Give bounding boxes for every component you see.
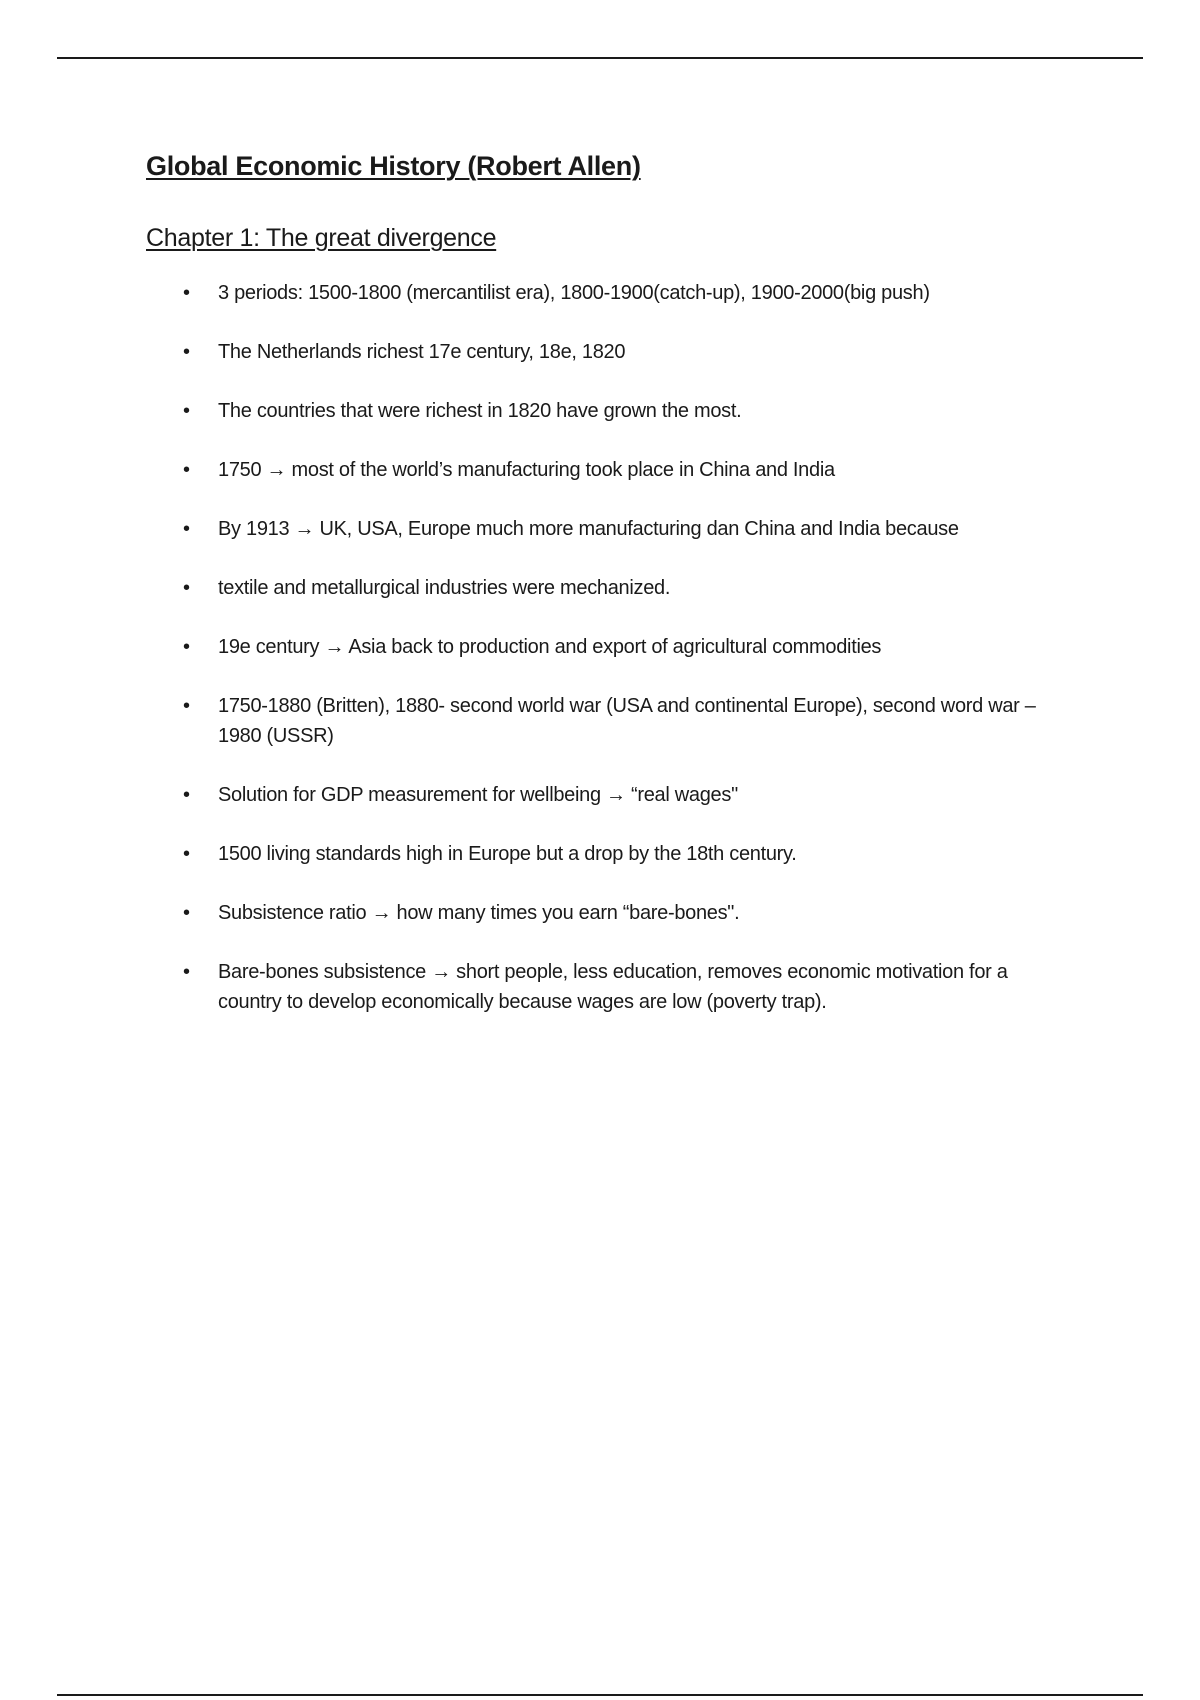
bullet-item — [146, 514, 1076, 544]
bullet-text: 19e century → Asia back to production and export of agricultural commodities — [218, 636, 882, 658]
bullet-icon: • — [183, 843, 190, 865]
bullet-text: Bare-bones subsistence → short people, less education, removes economic motivation for a country to develop economically because wages are low (poverty trap). — [218, 961, 1008, 1013]
bullet-text: Solution for GDP measurement for wellbeing → “real wages" — [218, 784, 738, 806]
bullet-item — [146, 396, 1076, 426]
document-body — [146, 146, 1076, 1046]
bullet-text: textile and metallurgical industries were mechanized. — [218, 577, 671, 599]
bullet-text: Subsistence ratio → how many times you earn “bare-bones". — [218, 902, 740, 924]
bullet-icon: • — [183, 784, 190, 806]
bullet-item — [146, 780, 1076, 810]
page-top-rule — [57, 57, 1143, 59]
bullet-icon: • — [183, 961, 190, 983]
page-bottom-rule — [57, 1694, 1143, 1696]
bullet-icon: • — [183, 518, 190, 540]
chapter-title: Chapter 1: The great divergence — [146, 224, 497, 252]
bullet-item — [146, 898, 1076, 928]
bullet-item — [146, 691, 1076, 751]
bullet-item — [146, 839, 1076, 869]
bullet-icon: • — [183, 695, 190, 717]
bullet-icon: • — [183, 902, 190, 924]
bullet-list — [146, 278, 1076, 1017]
bullet-item — [146, 632, 1076, 662]
bullet-text: The Netherlands richest 17e century, 18e, 1820 — [218, 341, 626, 363]
bullet-icon: • — [183, 341, 190, 363]
bullet-icon: • — [183, 400, 190, 422]
bullet-icon: • — [183, 459, 190, 481]
bullet-icon: • — [183, 577, 190, 599]
bullet-text: 1500 living standards high in Europe but a drop by the 18th century. — [218, 843, 797, 865]
bullet-item — [146, 573, 1076, 603]
bullet-item — [146, 957, 1076, 1017]
bullet-text: 1750 → most of the world’s manufacturing took place in China and India — [218, 459, 835, 481]
bullet-item — [146, 337, 1076, 367]
bullet-text: 3 periods: 1500-1800 (mercantilist era), 1800-1900(catch-up), 1900-2000(big push) — [218, 282, 930, 304]
bullet-item — [146, 455, 1076, 485]
bullet-text: The countries that were richest in 1820 have grown the most. — [218, 400, 742, 422]
document-title: Global Economic History (Robert Allen) — [146, 151, 641, 181]
bullet-text: By 1913 → UK, USA, Europe much more manufacturing dan China and India because — [218, 518, 959, 540]
bullet-icon: • — [183, 282, 190, 304]
bullet-text: 1750-1880 (Britten), 1880- second world war (USA and continental Europe), second word war – 1980 (USSR) — [218, 695, 1036, 747]
bullet-icon: • — [183, 636, 190, 658]
bullet-item — [146, 278, 1076, 308]
